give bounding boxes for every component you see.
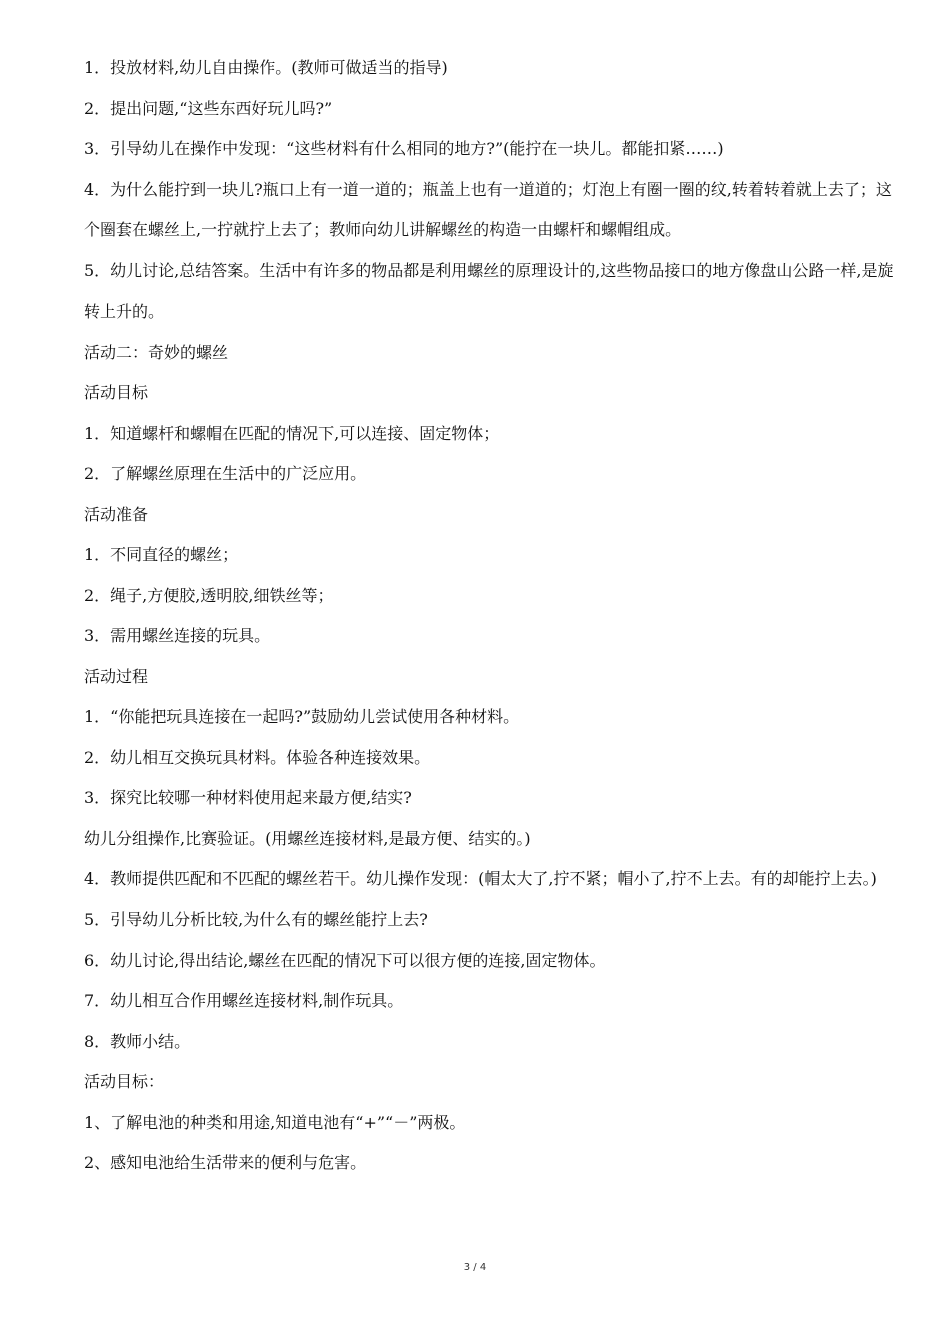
paragraph-group-operation: 幼儿分组操作,比赛验证。(用螺丝连接材料,是最方便、结实的。) <box>84 828 531 848</box>
heading-activity-process: 活动过程 <box>84 666 149 686</box>
paragraph-process-6: 6．幼儿讨论,得出结论,螺丝在匹配的情况下可以很方便的连接,固定物体。 <box>84 950 606 970</box>
paragraph-prep-3: 3．需用螺丝连接的玩具。 <box>84 626 271 645</box>
paragraph-process-4: 4．教师提供匹配和不匹配的螺丝若干。幼儿操作发现：(帽太大了,拧不紧；帽小了,拧不上去。有的却能拧上去。) <box>84 869 877 888</box>
heading-activity-goals: 活动目标 <box>84 383 149 402</box>
paragraph-process-7: 7．幼儿相互合作用螺丝连接材料,制作玩具。 <box>84 991 404 1010</box>
paragraph-goal-2: 2．了解螺丝原理在生活中的广泛应用。 <box>84 464 367 483</box>
heading-activity-preparation: 活动准备 <box>84 504 149 524</box>
page-number: 3 / 4 <box>463 1262 487 1273</box>
document-body <box>84 58 904 1194</box>
paragraph-step-5: 5．幼儿讨论,总结答案。生活中有许多的物品都是利用螺丝的原理设计的,这些物品接口的地方像盘山公路一样,是旋转上升的。 <box>84 261 894 321</box>
paragraph-goal-1: 1．知道螺杆和螺帽在匹配的情况下,可以连接、固定物体； <box>84 423 500 443</box>
paragraph-prep-1: 1．不同直径的螺丝； <box>84 545 239 564</box>
paragraph-battery-goal-2: 2、感知电池给生活带来的便利与危害。 <box>84 1153 367 1172</box>
paragraph-process-3: 3．探究比较哪一种材料使用起来最方便,结实? <box>84 788 412 807</box>
paragraph-process-1: 1．“你能把玩具连接在一起吗?”鼓励幼儿尝试使用各种材料。 <box>84 707 520 726</box>
heading-activity-two: 活动二：奇妙的螺丝 <box>84 342 229 362</box>
paragraph-step-4: 4．为什么能拧到一块儿?瓶口上有一道一道的；瓶盖上也有一道道的；灯泡上有圈一圈的纹,转着转着就上去了；这个圈套在螺丝上,一拧就拧上去了；教师向幼儿讲解螺丝的构造一由螺杆和螺帽组成。 <box>84 179 892 239</box>
paragraph-process-8: 8．教师小结。 <box>84 1031 191 1051</box>
paragraph-step-3: 3．引导幼儿在操作中发现：“这些材料有什么相同的地方?”(能拧在一块儿。都能扣紧……) <box>84 139 724 158</box>
paragraph-process-2: 2．幼儿相互交换玩具材料。体验各种连接效果。 <box>84 747 431 767</box>
heading-activity-goals-battery: 活动目标： <box>84 1072 165 1091</box>
paragraph-step-1: 1．投放材料,幼儿自由操作。(教师可做适当的指导) <box>84 58 448 77</box>
paragraph-prep-2: 2．绳子,方便胶,透明胶,细铁丝等； <box>84 585 334 605</box>
paragraph-battery-goal-1: 1、了解电池的种类和用途,知道电池有“+”“－”两极。 <box>84 1112 466 1132</box>
paragraph-step-2: 2．提出问题,“这些东西好玩儿吗?” <box>84 98 333 118</box>
paragraph-process-5: 5．引导幼儿分析比较,为什么有的螺丝能拧上去? <box>84 910 428 929</box>
